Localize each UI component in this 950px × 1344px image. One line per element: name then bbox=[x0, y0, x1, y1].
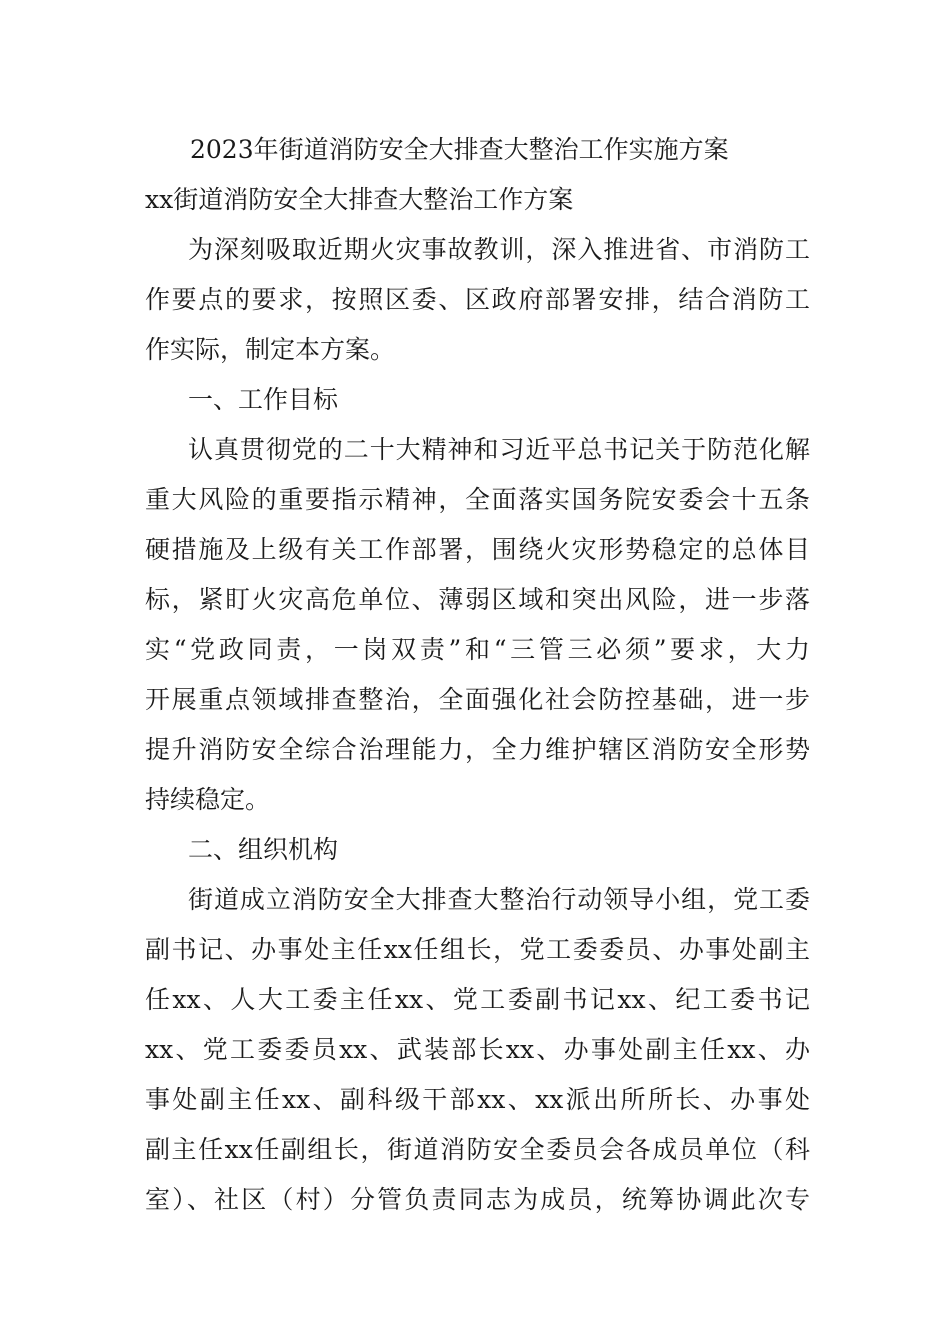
paragraph-line: 副书记、办事处主任xx任组长，党工委委员、办事处副主 bbox=[145, 935, 810, 964]
document-title: 2023年街道消防安全大排查大整治工作实施方案 bbox=[190, 135, 729, 164]
paragraph-line: 副主任xx任副组长，街道消防安全委员会各成员单位（科 bbox=[145, 1135, 810, 1164]
paragraph-line: 标，紧盯火灾高危单位、薄弱区域和突出风险，进一步落 bbox=[145, 585, 810, 614]
paragraph-line: 持续稳定。 bbox=[145, 785, 271, 814]
paragraph-line: 认真贯彻党的二十大精神和习近平总书记关于防范化解 bbox=[188, 435, 810, 464]
paragraph-line: 实“党政同责，一岗双责”和“三管三必须”要求，大力 bbox=[145, 635, 810, 664]
document-subtitle: xx街道消防安全大排查大整治工作方案 bbox=[145, 185, 574, 214]
paragraph-line: 硬措施及上级有关工作部署，围绕火灾形势稳定的总体目 bbox=[145, 535, 810, 564]
paragraph-line: 作实际，制定本方案。 bbox=[145, 335, 396, 364]
paragraph-line: 作要点的要求，按照区委、区政府部署安排，结合消防工 bbox=[145, 285, 810, 314]
paragraph-line: 为深刻吸取近期火灾事故教训，深入推进省、市消防工 bbox=[188, 235, 810, 264]
paragraph-line: 开展重点领域排查整治，全面强化社会防控基础，进一步 bbox=[145, 685, 810, 714]
paragraph-line: 重大风险的重要指示精神，全面落实国务院安委会十五条 bbox=[145, 485, 810, 514]
paragraph-line: 街道成立消防安全大排查大整治行动领导小组，党工委 bbox=[188, 885, 810, 914]
section-heading: 二、组织机构 bbox=[188, 835, 339, 864]
section-heading: 一、工作目标 bbox=[188, 385, 339, 414]
paragraph-line: 任xx、人大工委主任xx、党工委副书记xx、纪工委书记 bbox=[145, 985, 810, 1014]
paragraph-line: 室）、社区（村）分管负责同志为成员，统筹协调此次专 bbox=[145, 1185, 810, 1214]
paragraph-line: 提升消防安全综合治理能力，全力维护辖区消防安全形势 bbox=[145, 735, 810, 764]
paragraph-line: 事处副主任xx、副科级干部xx、xx派出所所长、办事处 bbox=[145, 1085, 810, 1114]
paragraph-line: xx、党工委委员xx、武装部长xx、办事处副主任xx、办 bbox=[145, 1035, 810, 1064]
